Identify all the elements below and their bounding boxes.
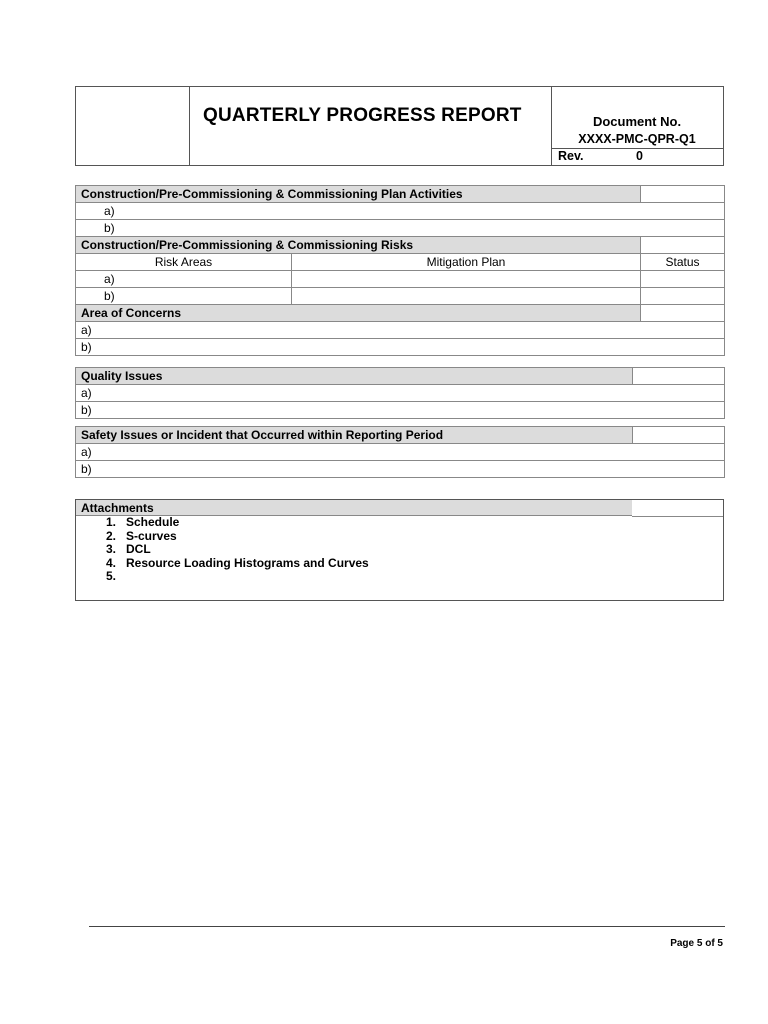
safety-heading: Safety Issues or Incident that Occurred within Reporting Period xyxy=(76,427,633,444)
table-row xyxy=(76,444,725,461)
attachments-box: Attachments 1. Schedule 2. S-curves 3. DCL 4. Resource Loading Histograms and Curves 5. xyxy=(75,499,724,601)
document-number-value: XXXX-PMC-QPR-Q1 xyxy=(578,132,696,146)
quality-item-a[interactable]: a) xyxy=(76,385,725,402)
attachment-schedule[interactable]: Schedule xyxy=(126,515,180,529)
quality-item-b[interactable]: b) xyxy=(76,402,725,419)
document-header xyxy=(75,86,724,166)
column-header-mitigation-plan: Mitigation Plan xyxy=(292,254,641,271)
column-header-risk-areas: Risk Areas xyxy=(76,254,292,271)
table-header-row xyxy=(76,254,725,271)
table-row xyxy=(76,322,725,339)
status-cell[interactable] xyxy=(641,288,725,305)
section-header xyxy=(76,186,725,203)
table-row xyxy=(76,288,725,305)
section-header xyxy=(76,368,725,385)
plan-activity-b[interactable]: b) xyxy=(76,220,725,237)
document-number-label: Document No. xyxy=(592,114,682,129)
safety-issues-table xyxy=(75,426,725,478)
page-title: QUARTERLY PROGRESS REPORT xyxy=(203,105,522,126)
concerns-heading: Area of Concerns xyxy=(76,305,641,322)
column-header-status: Status xyxy=(641,254,725,271)
table-row xyxy=(76,203,725,220)
section-header xyxy=(76,305,725,322)
risk-area-a[interactable]: a) xyxy=(76,271,292,288)
table-row xyxy=(76,385,725,402)
attachment-histograms[interactable]: Resource Loading Histograms and Curves xyxy=(126,555,369,570)
attachment-s-curves[interactable]: S-curves xyxy=(126,528,177,543)
footer-divider xyxy=(89,926,725,927)
table-row xyxy=(76,402,725,419)
attachment-dcl[interactable]: DCL xyxy=(126,542,151,556)
mitigation-plan-cell[interactable] xyxy=(292,288,641,305)
plan-activities-heading: Construction/Pre-Commissioning & Commissioning Plan Activities xyxy=(76,186,641,203)
status-cell[interactable] xyxy=(641,271,725,288)
plan-activity-a[interactable]: a) xyxy=(76,203,725,220)
page-number: Page 5 of 5 xyxy=(670,938,723,949)
attachments-heading: Attachments xyxy=(76,500,632,516)
table-row xyxy=(76,220,725,237)
table-row xyxy=(76,271,725,288)
revision-value: 0 xyxy=(636,149,643,163)
safety-item-b[interactable]: b) xyxy=(76,461,725,478)
quality-issues-table xyxy=(75,367,725,419)
table-row xyxy=(76,339,725,356)
table-row xyxy=(76,461,725,478)
section-header xyxy=(76,237,725,254)
risk-area-b[interactable]: b) xyxy=(76,288,292,305)
mitigation-plan-cell[interactable] xyxy=(292,271,641,288)
logo-placeholder xyxy=(76,87,190,165)
title-cell xyxy=(189,87,552,165)
concern-a[interactable]: a) xyxy=(76,322,725,339)
revision-label: Rev. xyxy=(558,149,584,163)
section-header xyxy=(76,427,725,444)
plan-risks-table xyxy=(75,185,725,356)
concern-b[interactable]: b) xyxy=(76,339,725,356)
quality-heading: Quality Issues xyxy=(76,368,633,385)
risks-heading: Construction/Pre-Commissioning & Commissioning Risks xyxy=(76,237,641,254)
safety-item-a[interactable]: a) xyxy=(76,444,725,461)
